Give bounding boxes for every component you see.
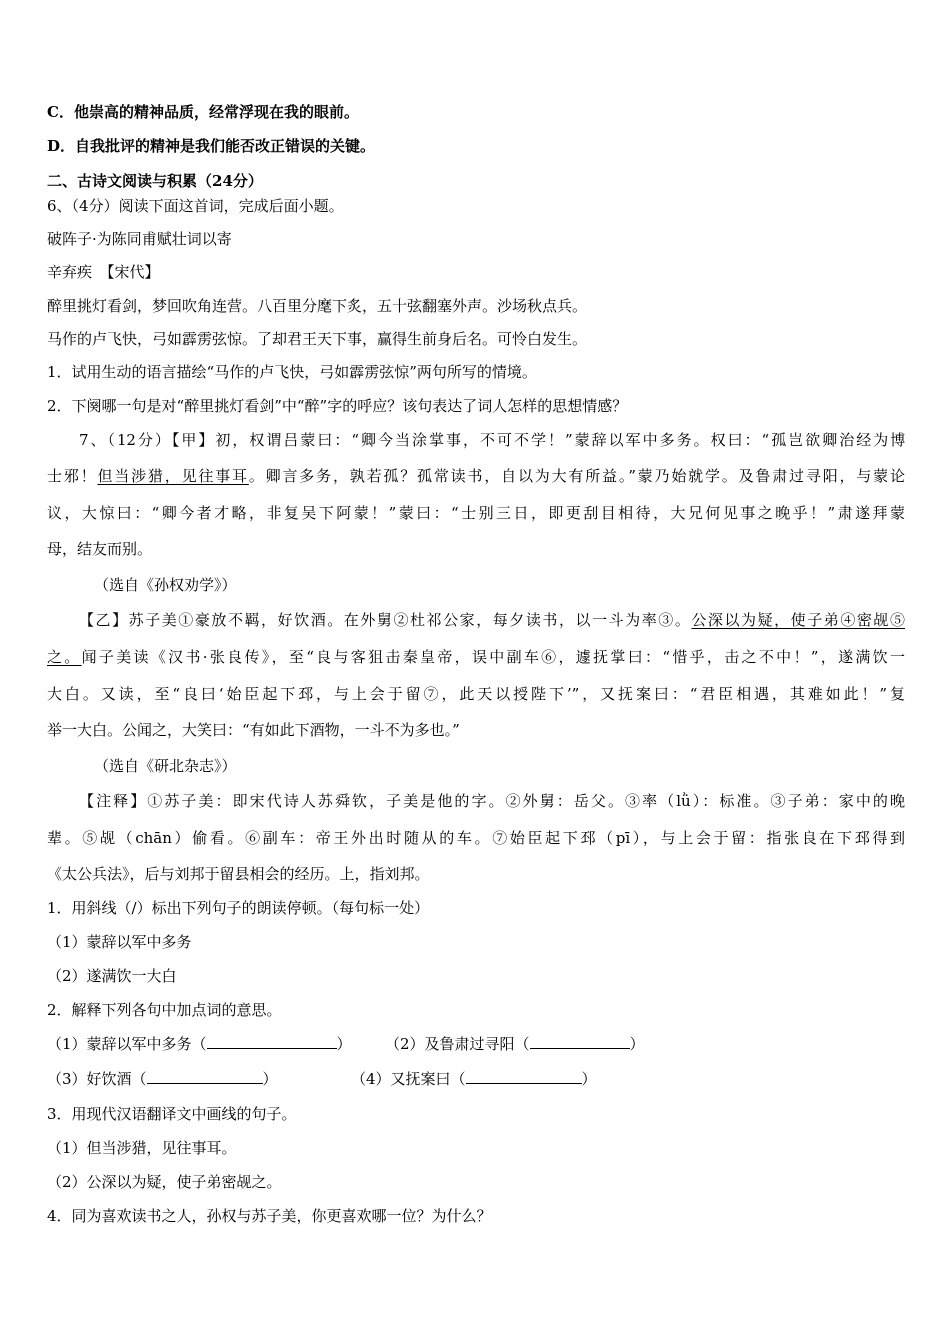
- passage-jia-line-1: 7、（12分）【甲】初，权谓吕蒙曰：“卿今当涂掌事，不可不学！”蒙辞以军中多务。权曰：“孤岂欲卿治经为博: [79, 431, 905, 449]
- passage-jia-source: （选自《孙权劝学》）: [94, 576, 237, 594]
- notes-line-1: 【注释】①苏子美：即宋代诗人苏舜钦，子美是他的字。②外舅：岳父。③率（lǜ）：标准。③子弟：家中的晚: [79, 792, 905, 810]
- section-title: 二、古诗文阅读与积累（24分）: [47, 172, 263, 190]
- q7-sub-3-item-1: （1）但当涉猎，见往事耳。: [47, 1139, 237, 1157]
- poem-line-1: 醉里挑灯看剑，梦回吹角连营。八百里分麾下炙，五十弦翻塞外声。沙场秋点兵。: [47, 297, 588, 315]
- passage-yi-line-3: 大白。又读，至“良曰‘始臣起下邳，与上会于留⑦，此天以授陛下’”，又抚案曰：“君臣相遇，其难如此！”复: [47, 685, 905, 703]
- poem-line-2: 马作的卢飞快，弓如霹雳弦惊。了却君王天下事，赢得生前身后名。可怜白发生。: [47, 330, 588, 348]
- q7-sub-1-item-2: （2）遂满饮一大白: [47, 967, 177, 985]
- q7-sub-1: 1．用斜线（/）标出下列句子的朗读停顿。（每句标一处）: [47, 899, 430, 917]
- q7-sub-3: 3．用现代汉语翻译文中画线的句子。: [47, 1105, 297, 1123]
- q6-sub-2: 2．下阕哪一句是对“醉里挑灯看剑”中“醉”字的呼应？该句表达了词人怎样的思想情感？: [47, 397, 628, 415]
- q7-sub-4: 4．同为喜欢读书之人，孙权与苏子美，你更喜欢哪一位？为什么？: [47, 1207, 492, 1225]
- notes-line-3: 《太公兵法》，后与刘邦于留县相会的经历。上，指刘邦。: [47, 865, 430, 883]
- q7-sub-3-item-2: （2）公深以为疑，使子弟密觇之。: [47, 1173, 282, 1191]
- notes-line-2: 辈。⑤觇（chān）偷看。⑥副车：帝王外出时随从的车。⑦始臣起下邳（pī），与上会于留：指张良在下邳得到: [47, 829, 905, 847]
- passage-jia-line-3: 议，大惊曰：“卿今者才略，非复吴下阿蒙！”蒙曰：“士别三日，即更刮目相待，大兄何见事之晚乎！”肃遂拜蒙: [47, 504, 905, 522]
- option-d: D．自我批评的精神是我们能否改正错误的关键。: [47, 137, 376, 155]
- passage-yi-line-1: 【乙】苏子美①豪放不羁，好饮酒。在外舅②杜祁公家，每夕读书，以一斗为率③。公深以为疑，使子弟④密觇⑤: [79, 611, 905, 629]
- option-c: C．他崇高的精神品质，经常浮现在我的眼前。: [47, 103, 359, 121]
- poem-author: 辛弃疾 【宋代】: [47, 263, 160, 281]
- passage-jia-line-2: 士邪！但当涉猎，见往事耳。卿言多务，孰若孤？孤常读书，自以为大有所益。”蒙乃始就学。及鲁肃过寻阳，与蒙论: [47, 467, 905, 485]
- passage-yi-line-4: 举一大白。公闻之，大笑曰：“有如此下酒物，一斗不为多也。”: [47, 721, 460, 739]
- q7-sub-2: 2．解释下列各句中加点词的意思。: [47, 1001, 282, 1019]
- answer-blank-3[interactable]: [147, 1069, 263, 1084]
- underlined-sentence-2: 公深以为疑，使子弟④密觇⑤: [691, 611, 905, 629]
- q6-sub-1: 1．试用生动的语言描绘“马作的卢飞快，弓如霹雳弦惊”两句所写的情境。: [47, 363, 537, 381]
- passage-jia-line-4: 母，结友而别。: [47, 540, 153, 558]
- passage-yi-source: （选自《研北杂志》）: [94, 757, 237, 775]
- poem-title: 破阵子·为陈同甫赋壮词以寄: [47, 230, 232, 248]
- answer-blank-4[interactable]: [466, 1069, 582, 1084]
- q6-stem: 6、（4分）阅读下面这首词，完成后面小题。: [47, 197, 344, 215]
- passage-yi-line-2: 之。闻子美读《汉书·张良传》，至“良与客狙击秦皇帝，误中副车⑥，遽抚掌曰：“惜乎，击之不中！”，遂满饮一: [47, 648, 905, 666]
- underlined-sentence-1: 但当涉猎，见往事耳: [97, 467, 249, 485]
- answer-blank-2[interactable]: [530, 1034, 630, 1049]
- answer-blank-1[interactable]: [207, 1034, 337, 1049]
- q7-sub-1-item-1: （1）蒙辞以军中多务: [47, 933, 192, 951]
